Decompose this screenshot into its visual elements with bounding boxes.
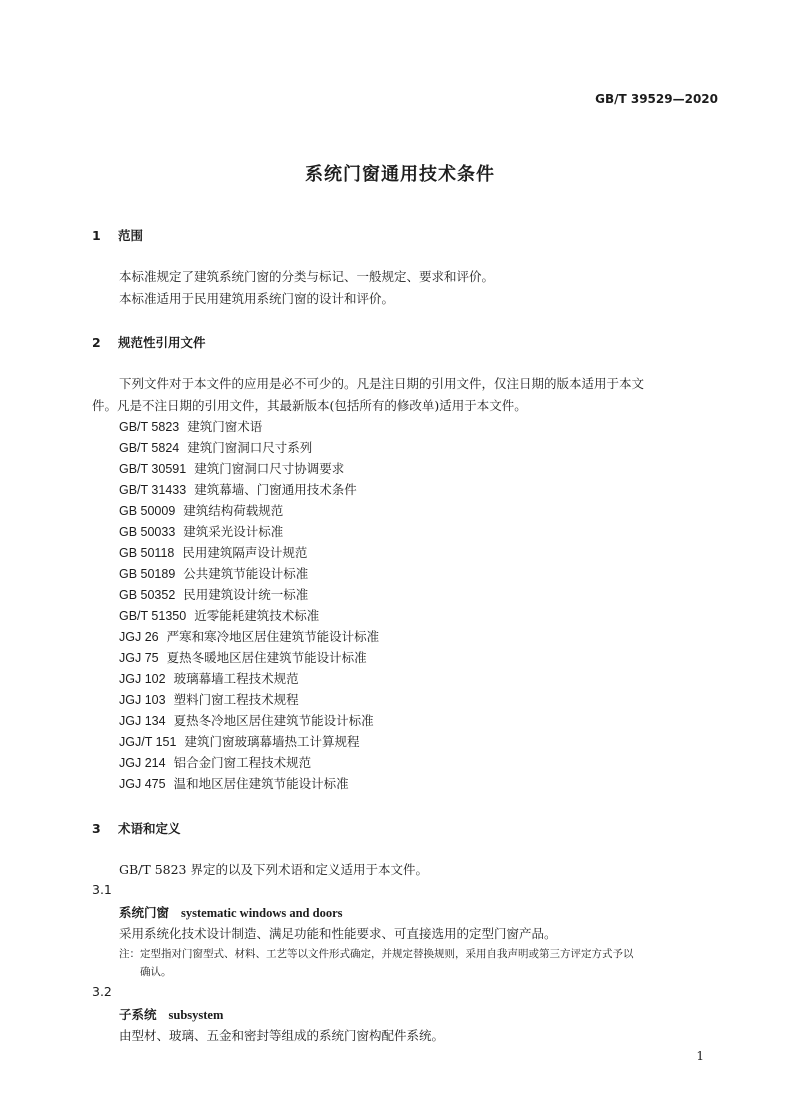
reference-code: GB/T 5823 [119,420,180,434]
section-title: 规范性引用文件 [118,335,206,350]
term-definition: 采用系统化技术设计制造、满足功能和性能要求、可直接选用的定型门窗产品。 [119,926,557,941]
reference-code: JGJ/T 151 [119,735,177,749]
term-en: systematic windows and doors [181,906,343,920]
term-note-continuation: 确认。 [140,966,172,978]
reference-title: 玻璃幕墙工程技术规范 [173,671,299,686]
reference-item [119,669,299,687]
reference-title: 塑料门窗工程技术规程 [173,692,299,707]
reference-code: GB 50352 [119,588,176,602]
reference-code: GB/T 31433 [119,483,187,497]
reference-title: 夏热冬冷地区居住建筑节能设计标准 [173,713,374,728]
reference-item [119,774,349,792]
term-heading [119,903,343,921]
section-number: 3 [92,821,101,836]
section-title: 术语和定义 [118,821,181,836]
page-number: 1 [696,1049,704,1063]
paragraph: 下列文件对于本文件的应用是必不可少的。凡是注日期的引用文件，仅注日期的版本适用于本文 [119,376,645,391]
reference-item [119,522,283,540]
reference-item [119,732,359,750]
reference-title: 建筑门窗玻璃幕墙热工计算规程 [184,734,360,749]
reference-code: GB 50189 [119,567,176,581]
reference-code: GB 50009 [119,504,176,518]
term-en: subsystem [168,1008,224,1022]
reference-code: JGJ 475 [119,777,166,791]
section-3-heading [92,819,181,837]
document-title: 系统门窗通用技术条件 [305,164,495,185]
reference-item [119,480,357,498]
section-number: 2 [92,335,101,350]
term-zh: 子系统 [119,1007,157,1022]
reference-code: JGJ 214 [119,756,166,770]
reference-item [119,585,308,603]
reference-code: JGJ 75 [119,651,159,665]
reference-item [119,690,299,708]
term-zh: 系统门窗 [119,905,170,920]
section-title: 范围 [118,228,144,243]
standard-number: GB/T 39529—2020 [595,92,718,106]
reference-title: 公共建筑节能设计标准 [183,566,309,581]
reference-title: 建筑结构荷载规范 [183,503,284,518]
subclause-number: 3.2 [92,984,112,999]
reference-title: 建筑门窗术语 [187,419,263,434]
term-note: 注：定型指对门窗型式、材料、工艺等以文件形式确定，并规定替换规则，采用自我声明或第三方评定方式予以 [119,948,634,960]
reference-title: 建筑门窗洞口尺寸系列 [187,440,313,455]
reference-code: GB/T 51350 [119,609,187,623]
reference-title: 建筑门窗洞口尺寸协调要求 [194,461,345,476]
paragraph: 本标准规定了建筑系统门窗的分类与标记、一般规定、要求和评价。 [119,269,495,284]
paragraph: 件。凡是不注日期的引用文件，其最新版本(包括所有的修改单)适用于本文件。 [92,398,527,413]
reference-item [119,501,283,519]
reference-item [119,627,379,645]
reference-title: 夏热冬暖地区居住建筑节能设计标准 [166,650,367,665]
reference-title: 民用建筑设计统一标准 [183,587,309,602]
section-number: 1 [92,228,101,243]
reference-item [119,438,312,456]
reference-code: JGJ 134 [119,714,166,728]
reference-code: GB/T 5824 [119,441,180,455]
reference-title: 近零能耗建筑技术标准 [194,608,320,623]
reference-item [119,543,307,561]
term-definition: 由型材、玻璃、五金和密封等组成的系统门窗构配件系统。 [119,1028,445,1043]
reference-item [119,564,308,582]
reference-item [119,648,367,666]
reference-title: 民用建筑隔声设计规范 [182,545,308,560]
reference-title: 铝合金门窗工程技术规范 [173,755,312,770]
reference-title: 温和地区居住建筑节能设计标准 [173,776,349,791]
section-1-heading [92,226,143,244]
reference-title: 建筑采光设计标准 [183,524,284,539]
reference-code: GB 50033 [119,525,176,539]
section-2-heading [92,333,206,351]
reference-code: GB 50118 [119,546,175,560]
reference-item [119,753,311,771]
paragraph: GB/T 5823 界定的以及下列术语和定义适用于本文件。 [119,862,428,877]
reference-title: 严寒和寒冷地区居住建筑节能设计标准 [166,629,380,644]
reference-code: JGJ 102 [119,672,166,686]
term-heading [119,1005,223,1023]
reference-item [119,606,319,624]
reference-code: GB/T 30591 [119,462,187,476]
reference-code: JGJ 103 [119,693,166,707]
reference-code: JGJ 26 [119,630,159,644]
subclause-number: 3.1 [92,882,112,897]
reference-item [119,459,344,477]
reference-title: 建筑幕墙、门窗通用技术条件 [194,482,357,497]
reference-item [119,417,262,435]
paragraph: 本标准适用于民用建筑用系统门窗的设计和评价。 [119,291,395,306]
reference-item [119,711,374,729]
